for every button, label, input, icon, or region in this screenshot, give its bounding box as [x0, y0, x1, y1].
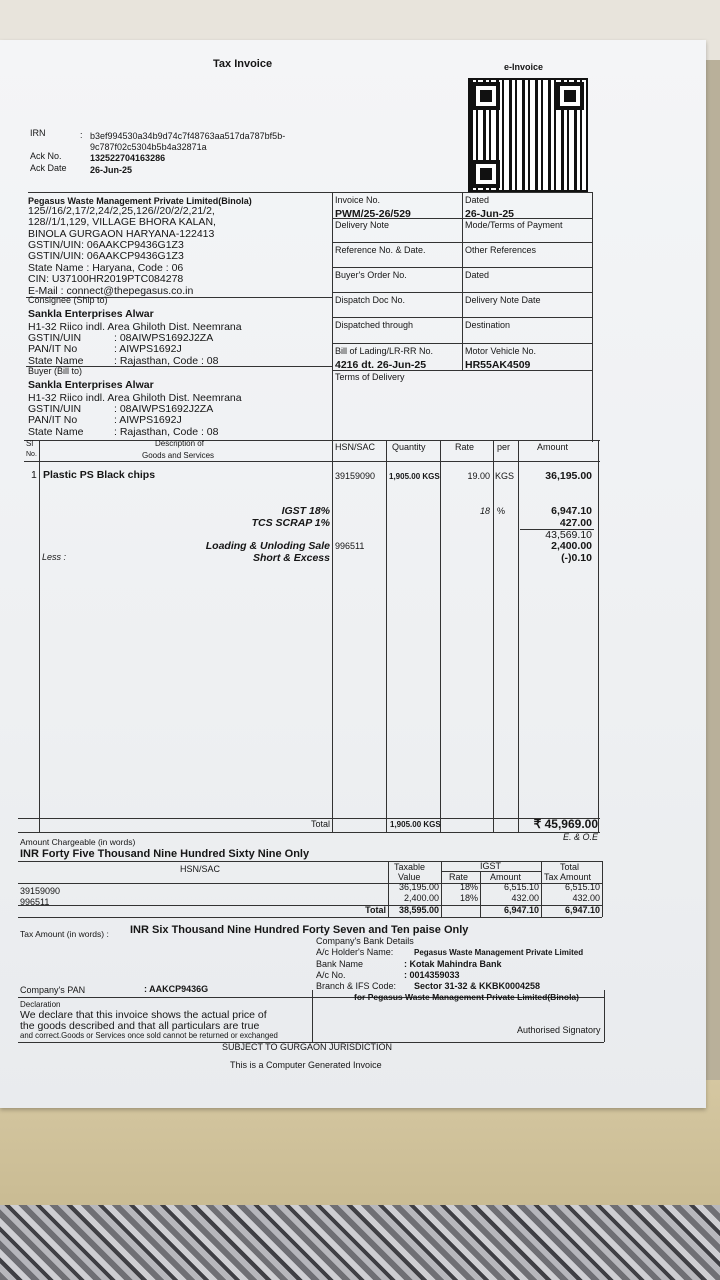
- frame-top: [28, 192, 593, 193]
- qr-code-icon: [470, 80, 586, 190]
- buyer-heading: Buyer (Bill to): [28, 366, 83, 376]
- col-hsn: [386, 440, 387, 832]
- meta-row-line: [333, 292, 593, 293]
- tax-table-bottom: [18, 917, 602, 918]
- vehicle-label: Motor Vehicle No.: [465, 346, 537, 356]
- buyer-state-label: State Name: [28, 426, 84, 438]
- seller-name: Pegasus Waste Management Private Limited(Binola): [28, 196, 252, 206]
- total-qty: 1,905.00 KGS: [390, 820, 441, 829]
- subtotal-amount: 43,569.10: [545, 529, 592, 541]
- seller-gstin: GSTIN/UIN: 06AAKCP9436G1Z3: [28, 250, 184, 262]
- tcs-amount: 427.00: [559, 517, 592, 529]
- col-sl: [39, 440, 40, 832]
- ack-no: 132522704163286: [90, 153, 166, 163]
- qty-header: Quantity: [392, 442, 426, 452]
- desc-header-2: Goods and Services: [142, 451, 215, 460]
- irn-value-2: 9c787f02c5304b5b4a32871a: [90, 142, 207, 152]
- delivery-note-date-label: Delivery Note Date: [465, 295, 541, 305]
- declaration-text: We declare that this invoice shows the actual price of: [20, 1009, 267, 1021]
- jurisdiction: SUBJECT TO GURGAON JURISDICTION: [222, 1042, 393, 1052]
- tcs-label: TCS SCRAP 1%: [251, 517, 330, 529]
- igst-per: %: [497, 506, 506, 516]
- seller-gstin: GSTIN/UIN: 06AAKCP9436G1Z3: [28, 239, 184, 251]
- consignee-gstin-label: GSTIN/UIN: [28, 332, 82, 344]
- igst-rate: 18: [479, 506, 490, 516]
- invoice-no: PWM/25-26/529: [335, 208, 411, 220]
- ack-date: 26-Jun-25: [90, 165, 133, 175]
- delivery-note-label: Delivery Note: [335, 220, 390, 230]
- item-hsn: 39159090: [335, 471, 376, 481]
- seller-cin: CIN: U37100HR2019PTC084278: [28, 273, 184, 285]
- buyer-pan: : AIWPS1692J: [114, 414, 182, 426]
- ack-no-label: Ack No.: [30, 151, 62, 161]
- item-qty: 1,905.00 KGS: [389, 472, 440, 481]
- loading-amount: 2,400.00: [551, 540, 592, 552]
- declaration-heading: Declaration: [20, 1000, 61, 1009]
- tax-row-amount: 432.00: [511, 893, 539, 903]
- seller-address: 128//1/1,129, VILLAGE BHORA KALAN,: [28, 216, 216, 228]
- bank-heading: Company's Bank Details: [316, 936, 414, 946]
- consignee-gstin: : 08AIWPS1692J2ZA: [114, 332, 214, 344]
- other-ref-label: Other References: [465, 245, 537, 255]
- items-total-line: [18, 832, 600, 833]
- irn-value-1: b3ef994530a34b9d74c7f48763aa517da787bf5b-: [90, 131, 286, 141]
- seller-address: BINOLA GURGAON HARYANA-122413: [28, 228, 215, 240]
- tax-words-label: Tax Amount (in words) :: [20, 929, 109, 939]
- sl-header-2: No.: [26, 451, 37, 458]
- short-amount: (-)0.10: [561, 552, 592, 564]
- loading-hsn: 996511: [335, 541, 365, 551]
- payment-terms-label: Mode/Terms of Payment: [465, 220, 563, 230]
- item-rate: 19.00: [467, 471, 490, 481]
- total-tax-header-2: Tax Amount: [544, 872, 592, 882]
- bank-name: : Kotak Mahindra Bank: [404, 959, 502, 969]
- destination-label: Destination: [465, 320, 511, 330]
- tax-col: [602, 861, 603, 917]
- total-amount: ₹ 45,969.00: [533, 817, 598, 831]
- pan-value: : AAKCP9436G: [144, 984, 209, 994]
- qr-finder-icon: [472, 82, 500, 110]
- consignee-pan: : AIWPS1692J: [114, 343, 182, 355]
- taxable-header: Taxable: [394, 862, 426, 872]
- item-sl: 1: [31, 469, 37, 481]
- total-label: Total: [310, 819, 330, 829]
- tax-row-rate: 18%: [459, 882, 478, 892]
- tax-row-hsn: 39159090: [20, 886, 61, 896]
- tax-rate-header: Rate: [449, 872, 469, 882]
- order-dated-label: Dated: [465, 270, 490, 280]
- item-description: Plastic PS Black chips: [43, 469, 156, 481]
- tax-total-amount: 6,947.10: [503, 905, 539, 915]
- qr-finder-icon: [472, 160, 500, 188]
- buyer-order-label: Buyer's Order No.: [335, 270, 407, 280]
- seller-state: State Name : Haryana, Code : 06: [28, 262, 184, 274]
- invoice-date: 26-Jun-25: [465, 208, 515, 220]
- holder-name: Pegasus Waste Management Private Limited: [414, 948, 584, 957]
- total-tax-header: Total: [560, 862, 580, 872]
- account-label: A/c No.: [316, 970, 346, 980]
- tax-row-hsn: 996511: [20, 897, 50, 907]
- tax-total-total: 6,947.10: [564, 905, 600, 915]
- bill-lading-label: Bill of Lading/LR-RR No.: [335, 346, 434, 356]
- items-header-top: [24, 440, 600, 441]
- authorised-signatory: Authorised Signatory: [517, 1025, 601, 1035]
- hsn-header: HSN/SAC: [335, 442, 376, 452]
- col-qty: [440, 440, 441, 832]
- declaration-text: and correct.Goods or Services once sold cannot be returned or exchanged: [20, 1031, 278, 1040]
- dated-label: Dated: [465, 195, 490, 205]
- amount-words-label: Amount Chargeable (in words): [20, 837, 136, 847]
- holder-label: A/c Holder's Name:: [316, 947, 394, 957]
- igst-amount: 6,947.10: [551, 505, 592, 517]
- declaration-text: the goods described and that all particulars are true: [20, 1020, 260, 1032]
- col-right: [598, 440, 599, 832]
- consignee-state-label: State Name: [28, 355, 84, 367]
- buyer-state: : Rajasthan, Code : 08: [114, 426, 219, 438]
- ifsc-code: Sector 31-32 & KKBK0004258: [414, 981, 541, 991]
- account-no: : 0014359033: [404, 970, 460, 980]
- amount-header: Amount: [537, 442, 569, 452]
- declaration-divider: [312, 990, 313, 1042]
- desc-header: Description of: [155, 439, 204, 448]
- item-amount: 36,195.00: [545, 470, 592, 482]
- pan-label: Company's PAN: [20, 985, 86, 995]
- dispatch-doc-label: Dispatch Doc No.: [335, 295, 406, 305]
- tax-row-total: 432.00: [572, 893, 600, 903]
- signature-for: for Pegasus Waste Management Private Limited(Binola): [354, 992, 579, 1002]
- per-header: per: [497, 442, 511, 452]
- amount-words: INR Forty Five Thousand Nine Hundred Sixty Nine Only: [20, 848, 310, 860]
- bill-lading: 4216 dt. 26-Jun-25: [335, 359, 427, 371]
- tax-words: INR Six Thousand Nine Hundred Forty Seven and Ten paise Only: [130, 924, 469, 936]
- consignee-name: Sankla Enterprises Alwar: [28, 308, 154, 320]
- seller-address: 125//16/2,17/2,24/2,25,126//20/2/2,21/2,: [28, 205, 215, 217]
- seller-email: E-Mail : connect@thepegasus.co.in: [28, 285, 194, 297]
- ack-date-label: Ack Date: [30, 163, 67, 173]
- loading-label: Loading & Unloding Sale: [205, 540, 330, 552]
- bank-name-label: Bank Name: [316, 959, 364, 969]
- buyer-gstin-label: GSTIN/UIN: [28, 403, 82, 415]
- col-per: [518, 440, 519, 832]
- tax-row-rate: 18%: [459, 893, 478, 903]
- buyer-name: Sankla Enterprises Alwar: [28, 379, 154, 391]
- meta-row-line: [333, 317, 593, 318]
- consignee-address: H1-32 Riico indl. Area Ghiloth Dist. Neemrana: [28, 321, 242, 333]
- signature-right: [604, 990, 605, 1042]
- items-header-bottom: [24, 461, 600, 462]
- irn-colon: :: [80, 130, 83, 140]
- ifsc-label: Branch & IFS Code:: [316, 981, 397, 991]
- qr-finder-icon: [556, 82, 584, 110]
- tax-row-value: 2,400.00: [403, 893, 439, 903]
- consignee-state: : Rajasthan, Code : 08: [114, 355, 219, 367]
- taxable-header-2: Value: [398, 872, 421, 882]
- tax-total-value: 38,595.00: [398, 905, 439, 915]
- meta-row-line: [333, 242, 593, 243]
- igst-header: IGST: [480, 861, 502, 871]
- eoe-label: E. & O.E: [562, 832, 598, 842]
- col-rate: [493, 440, 494, 832]
- tax-row-value: 36,195.00: [398, 882, 439, 892]
- computer-generated-note: This is a Computer Generated Invoice: [230, 1060, 382, 1070]
- consignee-heading: Consignee (Ship to): [28, 295, 108, 305]
- buyer-pan-label: PAN/IT No: [28, 414, 78, 426]
- invoice-title: Tax Invoice: [213, 58, 273, 70]
- col-desc: [332, 440, 333, 832]
- tax-table-top: [18, 861, 602, 862]
- irn-label: IRN: [30, 128, 46, 138]
- rate-header: Rate: [455, 442, 475, 452]
- meta-row-line: [333, 267, 593, 268]
- tax-row-total: 6,515.10: [564, 882, 600, 892]
- buyer-address: H1-32 Riico indl. Area Ghiloth Dist. Neemrana: [28, 392, 242, 404]
- einvoice-label: e-Invoice: [504, 62, 544, 72]
- meta-row-line: [333, 343, 593, 344]
- less-label: Less :: [42, 552, 67, 562]
- igst-label: IGST 18%: [281, 505, 330, 517]
- invoice-no-label: Invoice No.: [335, 195, 381, 205]
- fabric-edge: [0, 1205, 720, 1280]
- consignee-pan-label: PAN/IT No: [28, 343, 78, 355]
- dispatched-through-label: Dispatched through: [335, 320, 414, 330]
- tax-hsn-header: HSN/SAC: [180, 864, 221, 874]
- buyer-gstin: : 08AIWPS1692J2ZA: [114, 403, 214, 415]
- terms-delivery-label: Terms of Delivery: [335, 372, 405, 382]
- tax-total-label: Total: [365, 905, 386, 915]
- vehicle-no: HR55AK4509: [465, 359, 531, 371]
- tax-amount-header: Amount: [490, 872, 522, 882]
- reference-label: Reference No. & Date.: [335, 245, 426, 255]
- sl-header: Sl: [26, 439, 34, 448]
- tax-row-amount: 6,515.10: [503, 882, 539, 892]
- short-excess-label: Short & Excess: [252, 552, 330, 564]
- item-per: KGS: [495, 471, 515, 481]
